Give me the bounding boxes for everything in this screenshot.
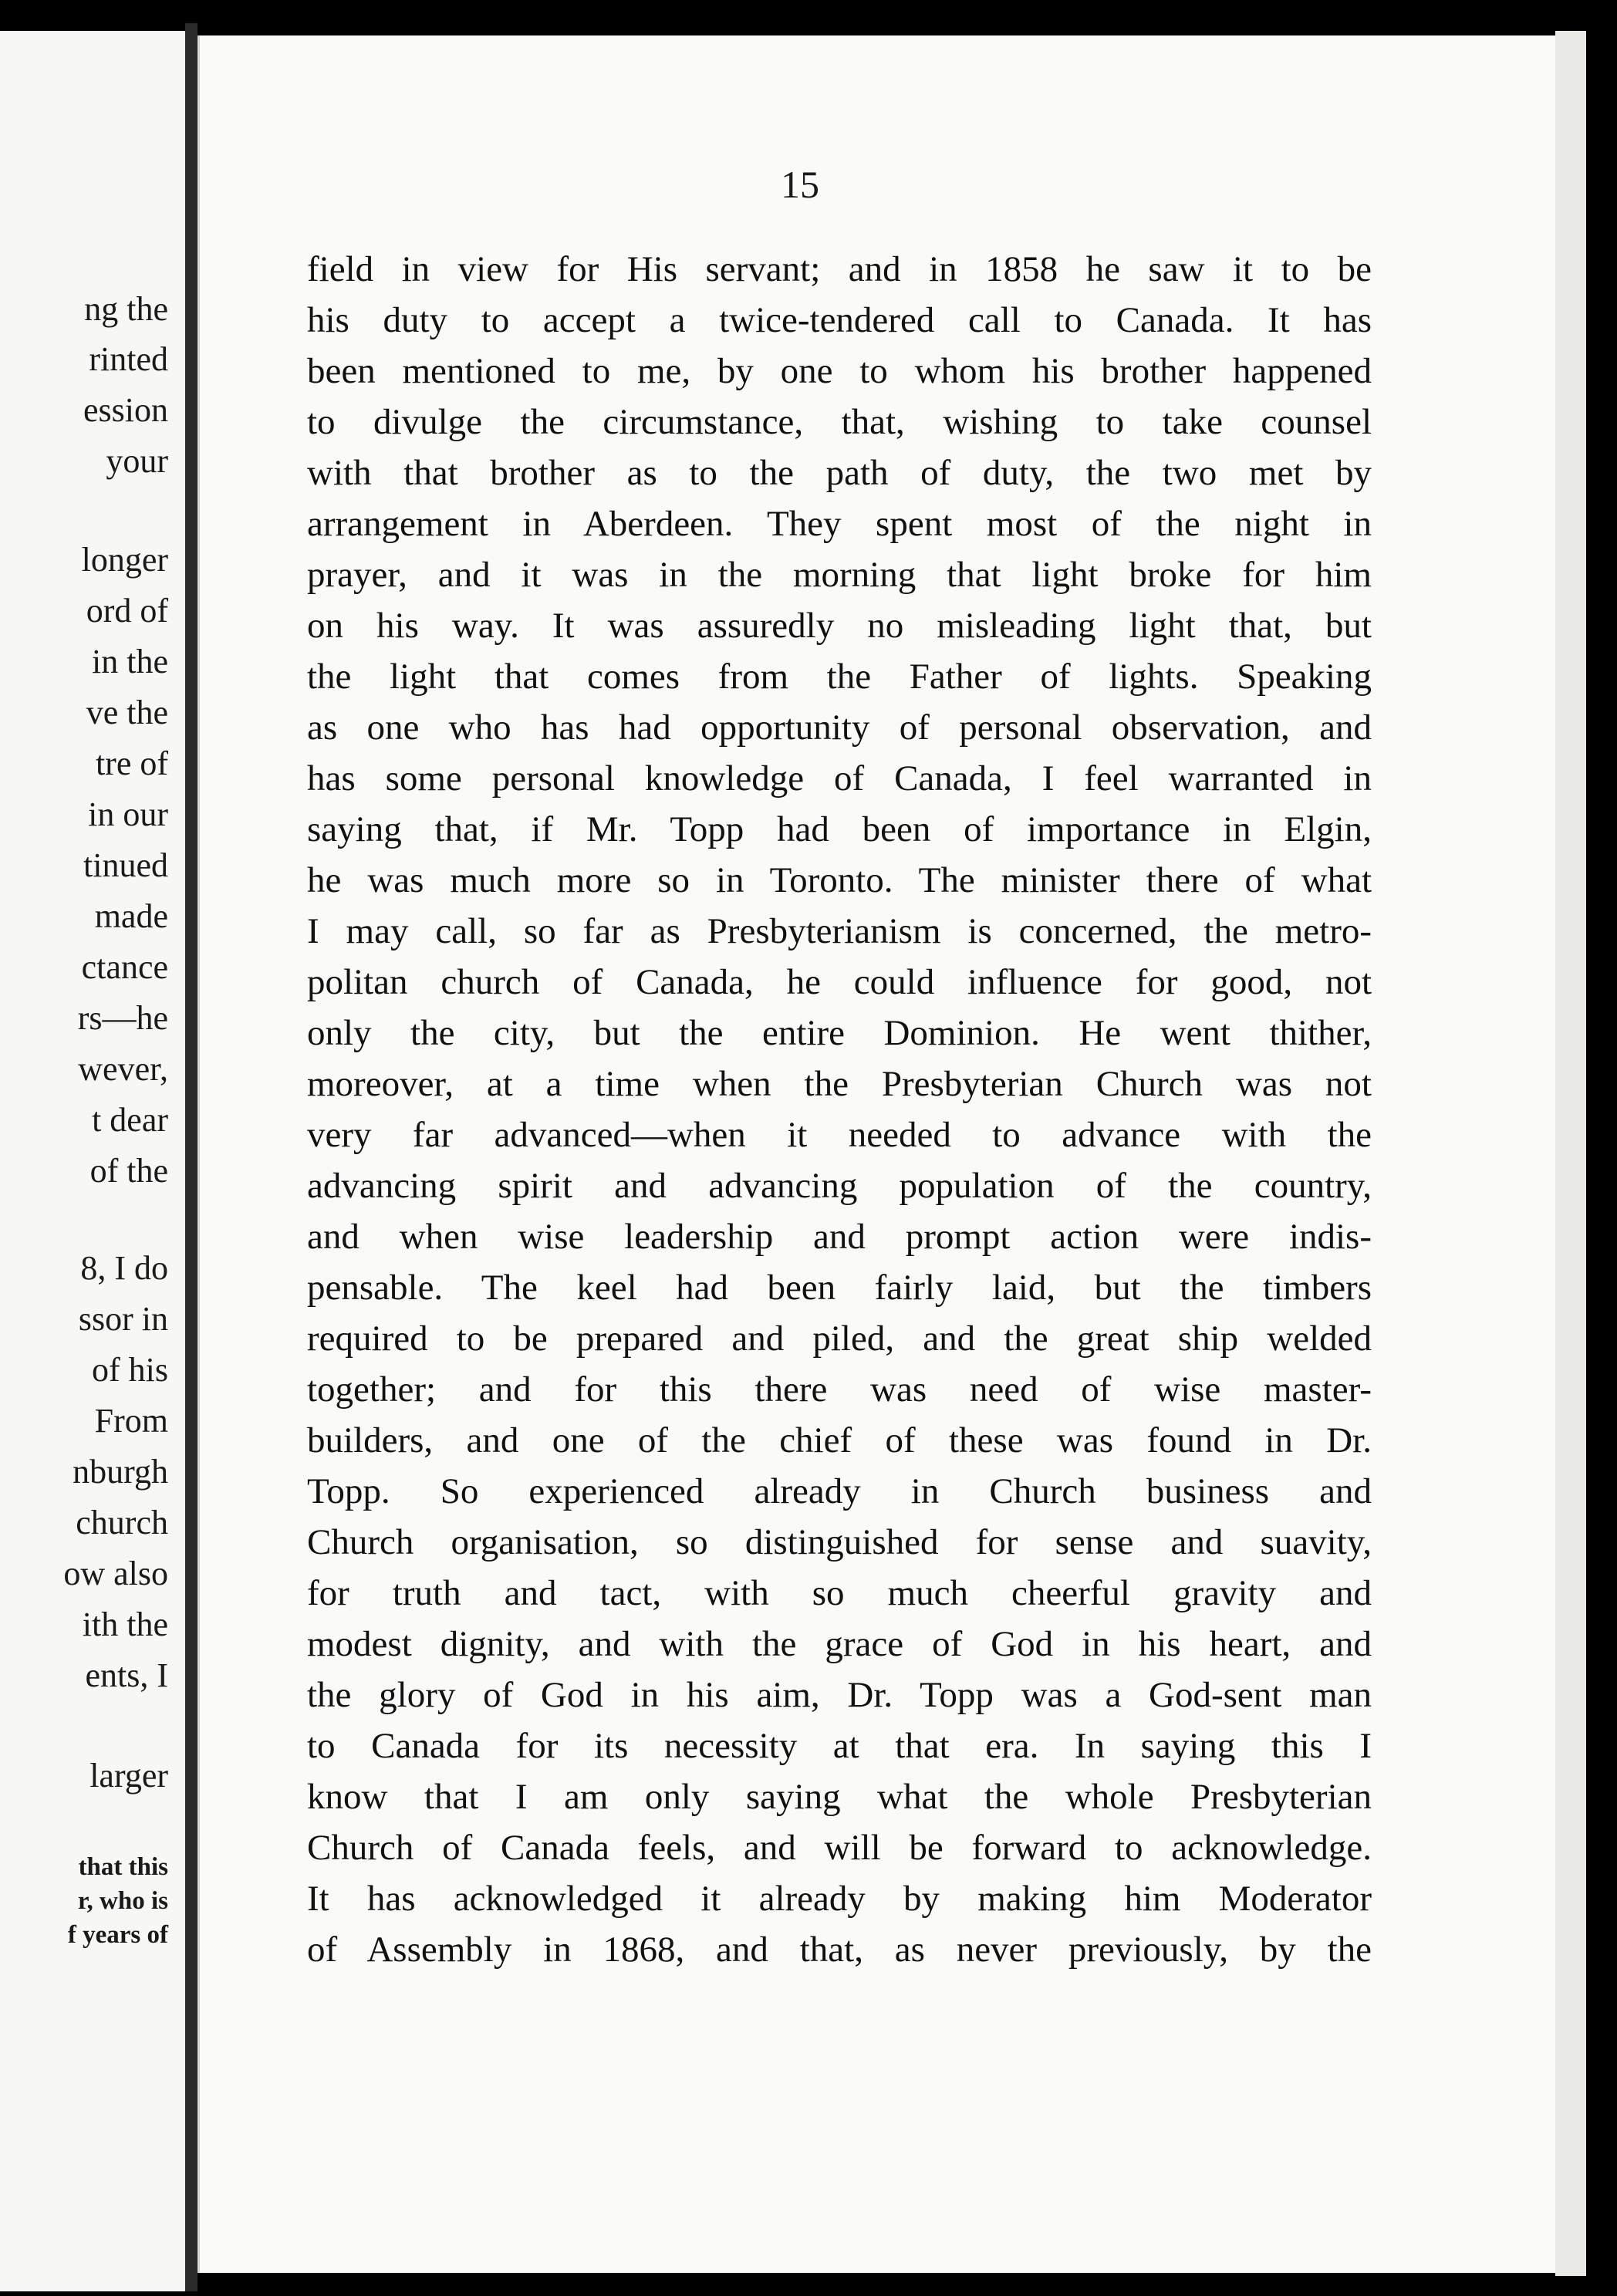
text-line: the light that comes from the Father of lights. Speaking [307,657,1372,697]
text-line: prayer, and it was in the morning that light broke for him [307,555,1372,595]
body-text [307,244,1372,1975]
text-line: arrangement in Aberdeen. They spent most of the night in [307,504,1372,544]
left-line: church [76,1504,168,1541]
left-line: rinted [89,340,168,378]
left-line: ng the [84,290,168,328]
left-line: of the [89,1152,168,1190]
left-line: made [94,897,168,935]
text-line: of Assembly in 1868, and that, as never previously, by the [307,1930,1372,1970]
left-line: larger [89,1757,168,1795]
book-gutter [185,23,197,2291]
left-line: ssor in [78,1300,168,1338]
page-number: 15 [781,163,819,206]
left-line: ve the [86,694,168,731]
text-line: very far advanced—when it needed to advance with the [307,1115,1372,1155]
text-line: Topp. So experienced already in Church business and [307,1471,1372,1511]
left-line: ents, I [85,1656,168,1694]
text-line: to divulge the circumstance, that, wishing to take counsel [307,402,1372,442]
text-line: know that I am only saying what the whole Presbyterian [307,1777,1372,1817]
left-line: wever, [78,1050,168,1088]
text-line: field in view for His servant; and in 1858 he saw it to be [307,249,1372,289]
text-line: I may call, so far as Presbyterianism is concerned, the metro- [307,911,1372,951]
text-line: as one who has had opportunity of personal observation, and [307,707,1372,748]
text-line: pensable. The keel had been fairly laid, but the timbers [307,1268,1372,1308]
text-line: with that brother as to the path of duty, the two met by [307,453,1372,493]
text-line: has some personal knowledge of Canada, I feel warranted in [307,758,1372,799]
left-line: rs—he [77,999,168,1037]
left-line: in the [92,643,168,680]
left-line: 8, I do [80,1249,168,1287]
text-line: It has acknowledged it already by making him Moderator [307,1879,1372,1919]
text-line: and when wise leadership and prompt action were indis- [307,1217,1372,1257]
left-line: tinued [83,846,168,884]
text-line: politan church of Canada, he could influence for good, not [307,962,1372,1002]
left-line: your [106,442,168,480]
left-line: ctance [81,948,168,986]
text-line: for truth and tact, with so much cheerful gravity and [307,1573,1372,1613]
text-line: been mentioned to me, by one to whom his brother happened [307,351,1372,391]
text-line: on his way. It was assuredly no misleading light that, but [307,606,1372,646]
text-line: to Canada for its necessity at that era. In saying this I [307,1726,1372,1766]
left-line: in our [88,795,168,833]
left-line: ord of [86,592,168,630]
text-line: only the city, but the entire Dominion. He went thither, [307,1013,1372,1053]
text-line: builders, and one of the chief of these was found in Dr. [307,1420,1372,1460]
page-edge [1555,31,1586,2276]
left-note-line: r, who is [77,1887,168,1915]
text-line: the glory of God in his aim, Dr. Topp was a God-sent man [307,1675,1372,1715]
left-line: nburgh [73,1453,168,1491]
text-line: moreover, at a time when the Presbyterian Church was not [307,1064,1372,1104]
left-note-line: that this [78,1853,168,1881]
left-line: tre of [95,745,168,782]
text-line: required to be prepared and piled, and the great ship welded [307,1319,1372,1359]
text-line: Church organisation, so distinguished for sense and suavity, [307,1522,1372,1562]
left-line: ession [83,391,168,429]
left-line: of his [92,1351,168,1389]
text-line: his duty to accept a twice-tendered call to Canada. It has [307,300,1372,340]
text-line: advancing spirit and advancing population of the country, [307,1166,1372,1206]
left-line: From [94,1402,168,1440]
left-line: t dear [92,1101,168,1139]
text-line: saying that, if Mr. Topp had been of importance in Elgin, [307,809,1372,849]
left-line: ow also [63,1555,168,1592]
left-note-line: f years of [67,1921,168,1949]
left-line: longer [81,541,168,579]
text-line: Church of Canada feels, and will be forward to acknowledge. [307,1828,1372,1868]
text-line: he was much more so in Toronto. The minister there of what [307,860,1372,900]
left-line: ith the [82,1606,168,1643]
text-line: modest dignity, and with the grace of God in his heart, and [307,1624,1372,1664]
text-line: together; and for this there was need of wise master- [307,1369,1372,1410]
left-page-fragment [0,31,185,2291]
